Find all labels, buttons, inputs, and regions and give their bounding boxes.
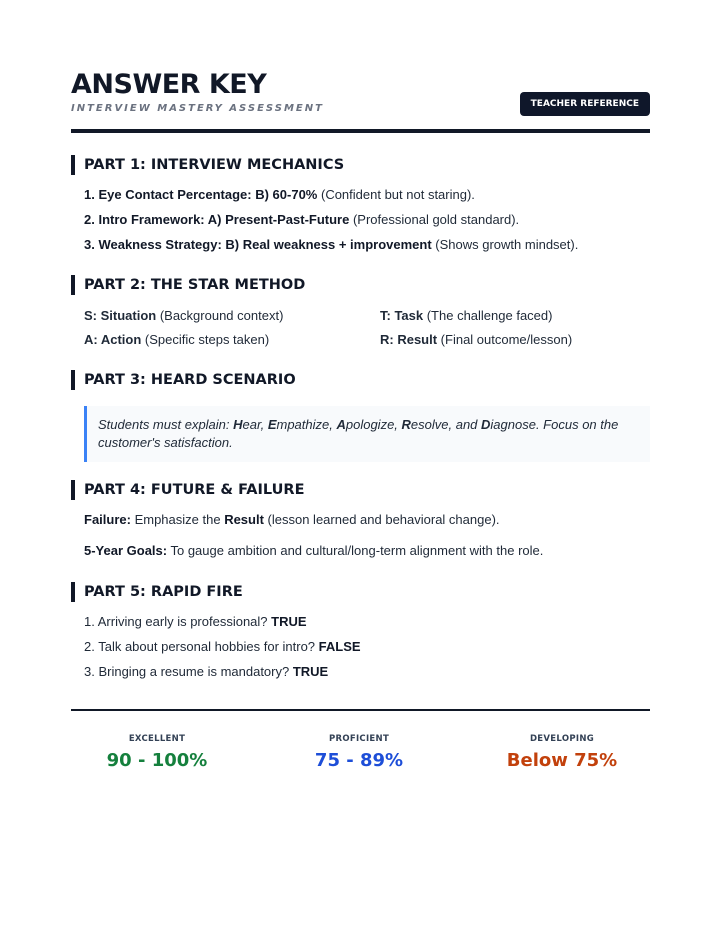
heard-word: pologize, [345, 417, 402, 432]
star-note: (Background context) [156, 308, 284, 323]
goals-line [84, 543, 650, 559]
answer-label: 3. Weakness Strategy: B) Real weakness + improvement [84, 237, 432, 252]
score-label: PROFICIENT [328, 734, 390, 744]
answer-label: 1. Eye Contact Percentage: B) 60-70% [84, 187, 318, 202]
page-title: ANSWER KEY [71, 69, 267, 100]
list-item [84, 614, 650, 630]
heard-letter: H [233, 417, 243, 432]
score-proficient [269, 734, 449, 771]
star-note: (Specific steps taken) [141, 332, 270, 347]
star-situation [84, 308, 283, 324]
answer-value: TRUE [292, 664, 329, 679]
score-value: 75 - 89% [314, 750, 404, 771]
heard-letter: R [401, 417, 411, 432]
answer-note: (Confident but not staring). [317, 187, 475, 202]
heard-word: esolve, and [410, 417, 482, 432]
score-value: 90 - 100% [106, 750, 208, 771]
section-part-2 [71, 275, 650, 355]
grading-scale [71, 734, 650, 774]
section-heading: PART 5: RAPID FIRE [71, 582, 650, 602]
star-label: A: Action [84, 332, 142, 347]
section-part-5 [71, 582, 650, 680]
question-text: 3. Bringing a resume is mandatory? [84, 664, 293, 679]
star-label: R: Result [380, 332, 438, 347]
failure-bold: Result [224, 512, 264, 527]
failure-text: (lesson learned and behavioral change). [263, 512, 500, 527]
page-subtitle: INTERVIEW MASTERY ASSESSMENT [71, 103, 324, 114]
heard-letter: D [481, 417, 491, 432]
list-item [84, 664, 650, 680]
goals-label: 5-Year Goals: [84, 543, 168, 558]
footer-divider [71, 709, 650, 711]
score-developing [472, 734, 652, 771]
star-result [380, 332, 572, 348]
failure-line [84, 512, 650, 528]
score-excellent [67, 734, 247, 771]
answer-label: 2. Intro Framework: A) Present-Past-Future [84, 212, 350, 227]
section-heading: PART 3: HEARD SCENARIO [71, 370, 650, 390]
star-grid [84, 295, 650, 355]
star-action [84, 332, 269, 348]
heard-word: ear, [242, 417, 268, 432]
answer-value: FALSE [318, 639, 361, 654]
section-part-1 [71, 155, 650, 253]
question-text: 2. Talk about personal hobbies for intro? [84, 639, 319, 654]
failure-label: Failure: [84, 512, 131, 527]
callout-intro: Students must explain: [98, 417, 234, 432]
answer-note: (Shows growth mindset). [431, 237, 579, 252]
section-part-3 [71, 370, 650, 462]
star-label: T: Task [380, 308, 424, 323]
list-item [84, 187, 650, 203]
section-heading: PART 2: THE STAR METHOD [71, 275, 650, 295]
section-heading: PART 4: FUTURE & FAILURE [71, 480, 650, 500]
heard-letter: A [336, 417, 346, 432]
answer-value: TRUE [271, 614, 307, 629]
star-task [380, 308, 552, 324]
list-item [84, 212, 650, 228]
star-label: S: Situation [84, 308, 157, 323]
section-part-4 [71, 480, 650, 559]
heard-word: iagnose. Focus on the customer's satisfaction. [98, 417, 619, 450]
score-value: Below 75% [506, 750, 618, 771]
star-note: (The challenge faced) [423, 308, 553, 323]
teacher-reference-badge: TEACHER REFERENCE [520, 92, 650, 116]
question-text: 1. Arriving early is professional? [84, 614, 272, 629]
header-divider [71, 129, 650, 133]
score-label: EXCELLENT [128, 734, 186, 744]
star-note: (Final outcome/lesson) [437, 332, 573, 347]
list-item [84, 237, 650, 253]
list-item [84, 639, 650, 655]
heard-word: mpathize, [276, 417, 337, 432]
heard-callout [84, 406, 650, 462]
score-label: DEVELOPING [529, 734, 595, 744]
section-heading: PART 1: INTERVIEW MECHANICS [71, 155, 650, 175]
answer-note: (Professional gold standard). [349, 212, 520, 227]
heard-letter: E [267, 417, 277, 432]
goals-text: To gauge ambition and cultural/long-term alignment with the role. [167, 543, 544, 558]
header [71, 70, 650, 114]
failure-text: Emphasize the [130, 512, 225, 527]
